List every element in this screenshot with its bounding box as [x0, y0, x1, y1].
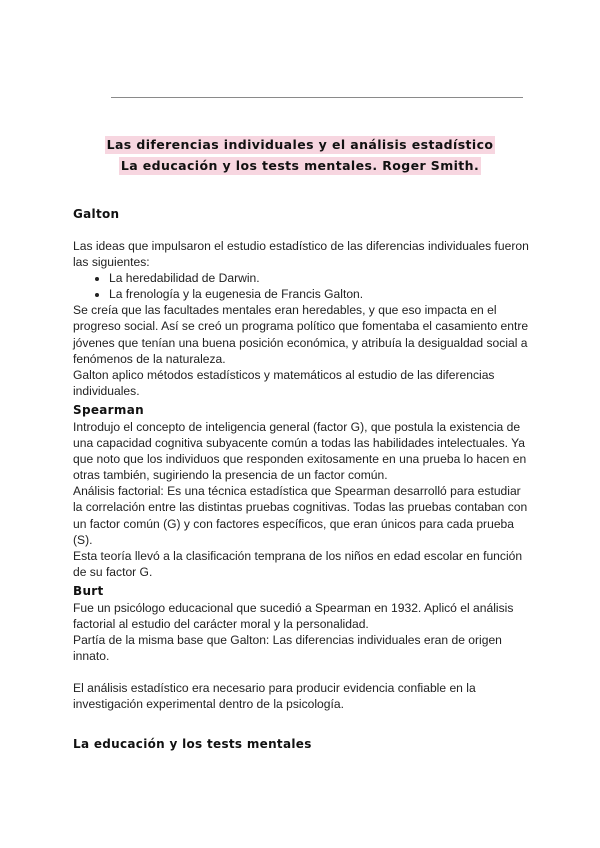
spearman-paragraph-1: Introdujo el concepto de inteligencia general (factor G), que postula la existencia de una capacidad cognitiva subyacente común a todas las habilidades intelectuales. Ya que noto que los individuos que responden exitosamente en una prueba lo hacen en otras también, sugiriendo la presencia de un factor común.	[73, 419, 527, 483]
galton-paragraph-2: Se creía que las facultades mentales eran heredables, y que eso impacta en el progreso social. Así se creó un programa político que fomentaba el casamiento entre jóvenes que tenían una buena posición económica, y atribuía la desigualdad social a fenómenos de la naturaleza.	[73, 303, 529, 366]
heading-burt: Burt	[73, 583, 104, 598]
horizontal-rule	[111, 97, 523, 98]
document-body	[73, 206, 533, 753]
burt-paragraph-1: Fue un psicólogo educacional que sucedió a Spearman en 1932. Aplicó el análisis factorial al estudio del carácter moral y la personalidad.	[73, 600, 514, 631]
document-title	[0, 136, 600, 178]
title-line-2: La educación y los tests mentales. Roger Smith.	[120, 158, 480, 173]
spearman-paragraph-2: Análisis factorial: Es una técnica estadística que Spearman desarrolló para estudiar la correlación entre las distintas pruebas cognitivas. Todas las pruebas contaban con un factor común (G) y con factores específicos, que eran únicos para cada prueba (S).	[73, 484, 528, 547]
heading-educacion: La educación y los tests mentales	[73, 737, 312, 752]
burt-paragraph-2: Partía de la misma base que Galton: Las diferencias individuales eran de origen innato.	[73, 633, 502, 664]
galton-paragraph-3: Galton aplico métodos estadísticos y matemáticos al estudio de las diferencias individuales.	[73, 367, 495, 398]
galton-list	[73, 270, 533, 302]
heading-spearman: Spearman	[73, 402, 144, 417]
title-line-1: Las diferencias individuales y el análisis estadístico	[106, 137, 494, 152]
list-item: • La frenología y la eugenesia de Francis Galton.	[109, 286, 533, 302]
list-item: • La heredabilidad de Darwin.	[109, 270, 533, 286]
heading-galton: Galton	[73, 207, 120, 221]
galton-intro: Las ideas que impulsaron el estudio estadístico de las diferencias individuales fueron las siguientes:	[73, 239, 529, 270]
burt-paragraph-3: El análisis estadístico era necesario para producir evidencia confiable en la investigación experimental dentro de la psicología.	[73, 681, 476, 712]
spearman-paragraph-3: Esta teoría llevó a la clasificación temprana de los niños en edad escolar en función de su factor G.	[73, 548, 523, 579]
